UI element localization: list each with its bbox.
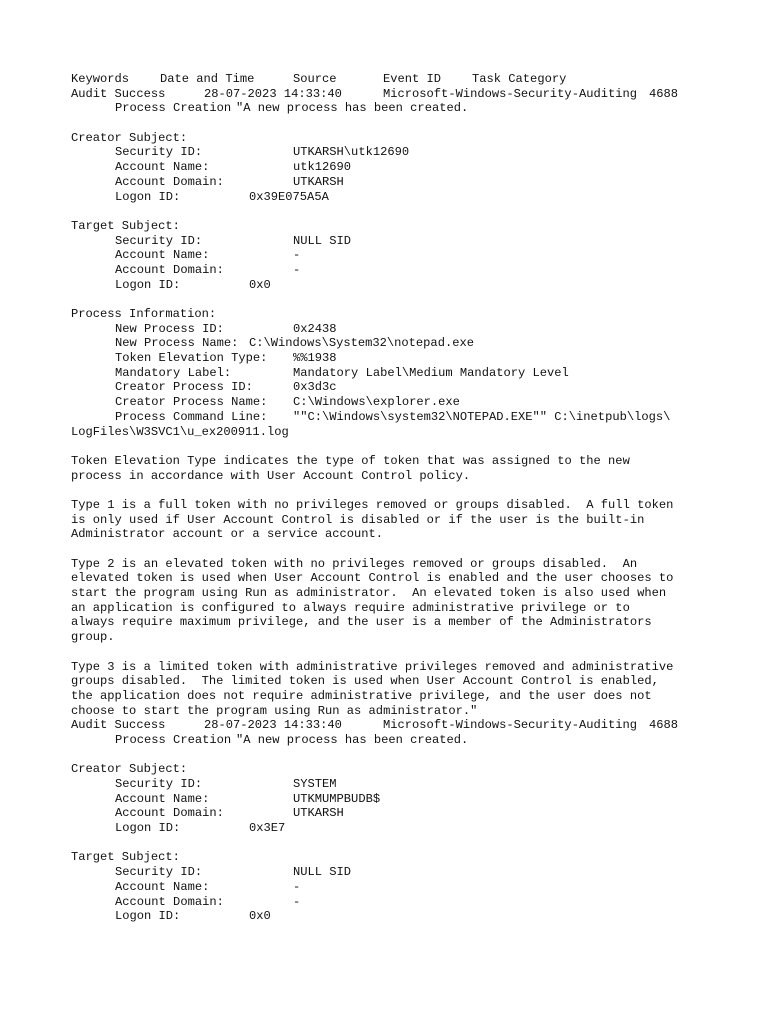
- field-label: Account Domain:: [115, 174, 224, 189]
- section-heading: Target Subject:: [71, 850, 180, 865]
- record-date-time: 28-07-2023 14:33:40: [204, 86, 342, 101]
- header-event-id: Event ID: [383, 72, 442, 86]
- paragraph-line: Type 1 is a full token with no privileges removed or groups disabled. A full token: [71, 497, 674, 512]
- field-label: Account Name:: [115, 248, 210, 263]
- paragraph-line: process in accordance with User Account Control policy.: [71, 468, 471, 483]
- event-log-document: [71, 72, 751, 924]
- field-row: [71, 351, 751, 366]
- field-row: [71, 336, 751, 351]
- record-summary-row: [71, 718, 751, 733]
- field-value: -: [293, 879, 301, 894]
- field-row: [71, 190, 751, 205]
- field-value: 0x0: [249, 909, 271, 924]
- field-value: UTKARSH: [293, 806, 344, 821]
- field-label: New Process ID:: [115, 321, 224, 336]
- field-row: [71, 821, 751, 836]
- field-row: [71, 248, 751, 263]
- paragraph-line: Administrator account or a service account.: [71, 527, 384, 542]
- field-row: [71, 777, 751, 792]
- section-heading: Target Subject:: [71, 218, 180, 233]
- field-value: ""C:\Windows\system32\NOTEPAD.EXE"" C:\inetpub\logs\: [293, 409, 671, 424]
- record-task-category: Process Creation: [115, 101, 232, 116]
- paragraph-line: the application does not require administrative privilege, and the user does not: [71, 688, 652, 703]
- field-row: [71, 322, 751, 337]
- field-row: [71, 263, 751, 278]
- field-value: 0x3E7: [249, 821, 286, 836]
- explanation-paragraph: [71, 557, 751, 645]
- field-value: UTKARSH\utk12690: [293, 145, 410, 160]
- field-row: [71, 395, 751, 410]
- header-keywords: Keywords: [71, 72, 130, 86]
- field-row: [71, 278, 751, 293]
- field-row: [71, 160, 751, 175]
- paragraph-line: always require maximum privilege, and the user is a member of the Administrators: [71, 615, 652, 630]
- field-label: Mandatory Label:: [115, 365, 232, 380]
- paragraph-line: group.: [71, 630, 115, 645]
- field-row: [71, 234, 751, 249]
- section-heading: Creator Subject:: [71, 130, 188, 145]
- record-task-category: Process Creation: [115, 732, 232, 747]
- field-value: NULL SID: [293, 233, 352, 248]
- paragraph-line: Type 3 is a limited token with administrative privileges removed and administrative: [71, 659, 674, 674]
- field-row: [71, 895, 751, 910]
- field-value: Mandatory Label\Medium Mandatory Level: [293, 365, 569, 380]
- section-heading: Creator Subject:: [71, 762, 188, 777]
- explanation-paragraph: [71, 660, 751, 719]
- field-row: [71, 792, 751, 807]
- record-summary-row: [71, 87, 751, 102]
- record-event-id: 4688: [649, 86, 679, 101]
- record-message: "A new process has been created.: [236, 101, 469, 116]
- field-value: %%1938: [293, 351, 337, 366]
- paragraph-line: elevated token is used when User Account Control is enabled and the user chooses to: [71, 571, 674, 586]
- record-task-row: [71, 101, 751, 116]
- field-label: Process Command Line:: [115, 409, 268, 424]
- field-label: Logon ID:: [115, 189, 181, 204]
- field-value: NULL SID: [293, 865, 352, 880]
- field-value: 0x3d3c: [293, 380, 337, 395]
- header-task-category: Task Category: [472, 72, 567, 86]
- field-row: [71, 175, 751, 190]
- field-row: [71, 380, 751, 395]
- record-source: Microsoft-Windows-Security-Auditing: [383, 718, 638, 733]
- explanation-paragraph: [71, 454, 751, 483]
- paragraph-line: Type 2 is an elevated token with no privileges removed or groups disabled. An: [71, 556, 638, 571]
- explanation-paragraph: [71, 498, 751, 542]
- record-task-row: [71, 733, 751, 748]
- field-value: 0x2438: [293, 321, 337, 336]
- paragraph-line: is only used if User Account Control is disabled or if the user is the built-in: [71, 512, 645, 527]
- field-label: Security ID:: [115, 145, 203, 160]
- field-label: Account Domain:: [115, 262, 224, 277]
- field-row: [71, 410, 751, 425]
- record-event-id: 4688: [649, 718, 679, 733]
- header-date-time: Date and Time: [160, 72, 255, 86]
- field-label: Token Elevation Type:: [115, 351, 268, 366]
- field-label: Account Name:: [115, 160, 210, 175]
- field-label: Creator Process ID:: [115, 380, 253, 395]
- field-label: Account Name:: [115, 791, 210, 806]
- field-value: C:\Windows\System32\notepad.exe: [249, 336, 474, 351]
- field-value: 0x0: [249, 277, 271, 292]
- record-message: "A new process has been created.: [236, 732, 469, 747]
- record-source: Microsoft-Windows-Security-Auditing: [383, 86, 638, 101]
- field-value: -: [293, 248, 301, 263]
- paragraph-line: groups disabled. The limited token is used when User Account Control is enabled,: [71, 674, 659, 689]
- field-row: [71, 865, 751, 880]
- field-value: UTKARSH: [293, 174, 344, 189]
- field-label: New Process Name:: [115, 336, 239, 351]
- column-header-row: [71, 72, 751, 87]
- paragraph-line: Token Elevation Type indicates the type of token that was assigned to the new: [71, 453, 630, 468]
- field-row: [71, 909, 751, 924]
- field-label: Logon ID:: [115, 821, 181, 836]
- field-label: Logon ID:: [115, 277, 181, 292]
- field-row: [71, 806, 751, 821]
- paragraph-line: choose to start the program using Run as administrator.": [71, 703, 478, 718]
- event-record: [71, 87, 751, 719]
- command-line-continuation: LogFiles\W3SVC1\u_ex200911.log: [71, 424, 289, 439]
- field-label: Account Name:: [115, 879, 210, 894]
- section-heading: Process Information:: [71, 307, 217, 321]
- field-value: C:\Windows\explorer.exe: [293, 395, 460, 410]
- field-label: Security ID:: [115, 865, 203, 880]
- header-source: Source: [293, 72, 337, 86]
- field-value: -: [293, 894, 301, 909]
- field-value: -: [293, 262, 301, 277]
- field-value: SYSTEM: [293, 777, 337, 791]
- field-value: utk12690: [293, 160, 352, 175]
- field-row: [71, 880, 751, 895]
- record-date-time: 28-07-2023 14:33:40: [204, 718, 342, 733]
- field-label: Account Domain:: [115, 806, 224, 821]
- paragraph-line: start the program using Run as administrator. An elevated token is also used when: [71, 586, 667, 601]
- field-label: Security ID:: [115, 233, 203, 248]
- record-keywords: Audit Success: [71, 718, 166, 733]
- field-value: UTKMUMPBUDB$: [293, 791, 381, 806]
- field-label: Logon ID:: [115, 909, 181, 924]
- record-keywords: Audit Success: [71, 86, 166, 101]
- field-label: Creator Process Name:: [115, 395, 268, 410]
- field-row: [71, 366, 751, 381]
- field-value: 0x39E075A5A: [249, 189, 329, 204]
- event-record: [71, 718, 751, 924]
- field-label: Account Domain:: [115, 894, 224, 909]
- field-row: [71, 145, 751, 160]
- field-label: Security ID:: [115, 777, 203, 791]
- paragraph-line: an application is configured to always require administrative privilege or to: [71, 600, 630, 615]
